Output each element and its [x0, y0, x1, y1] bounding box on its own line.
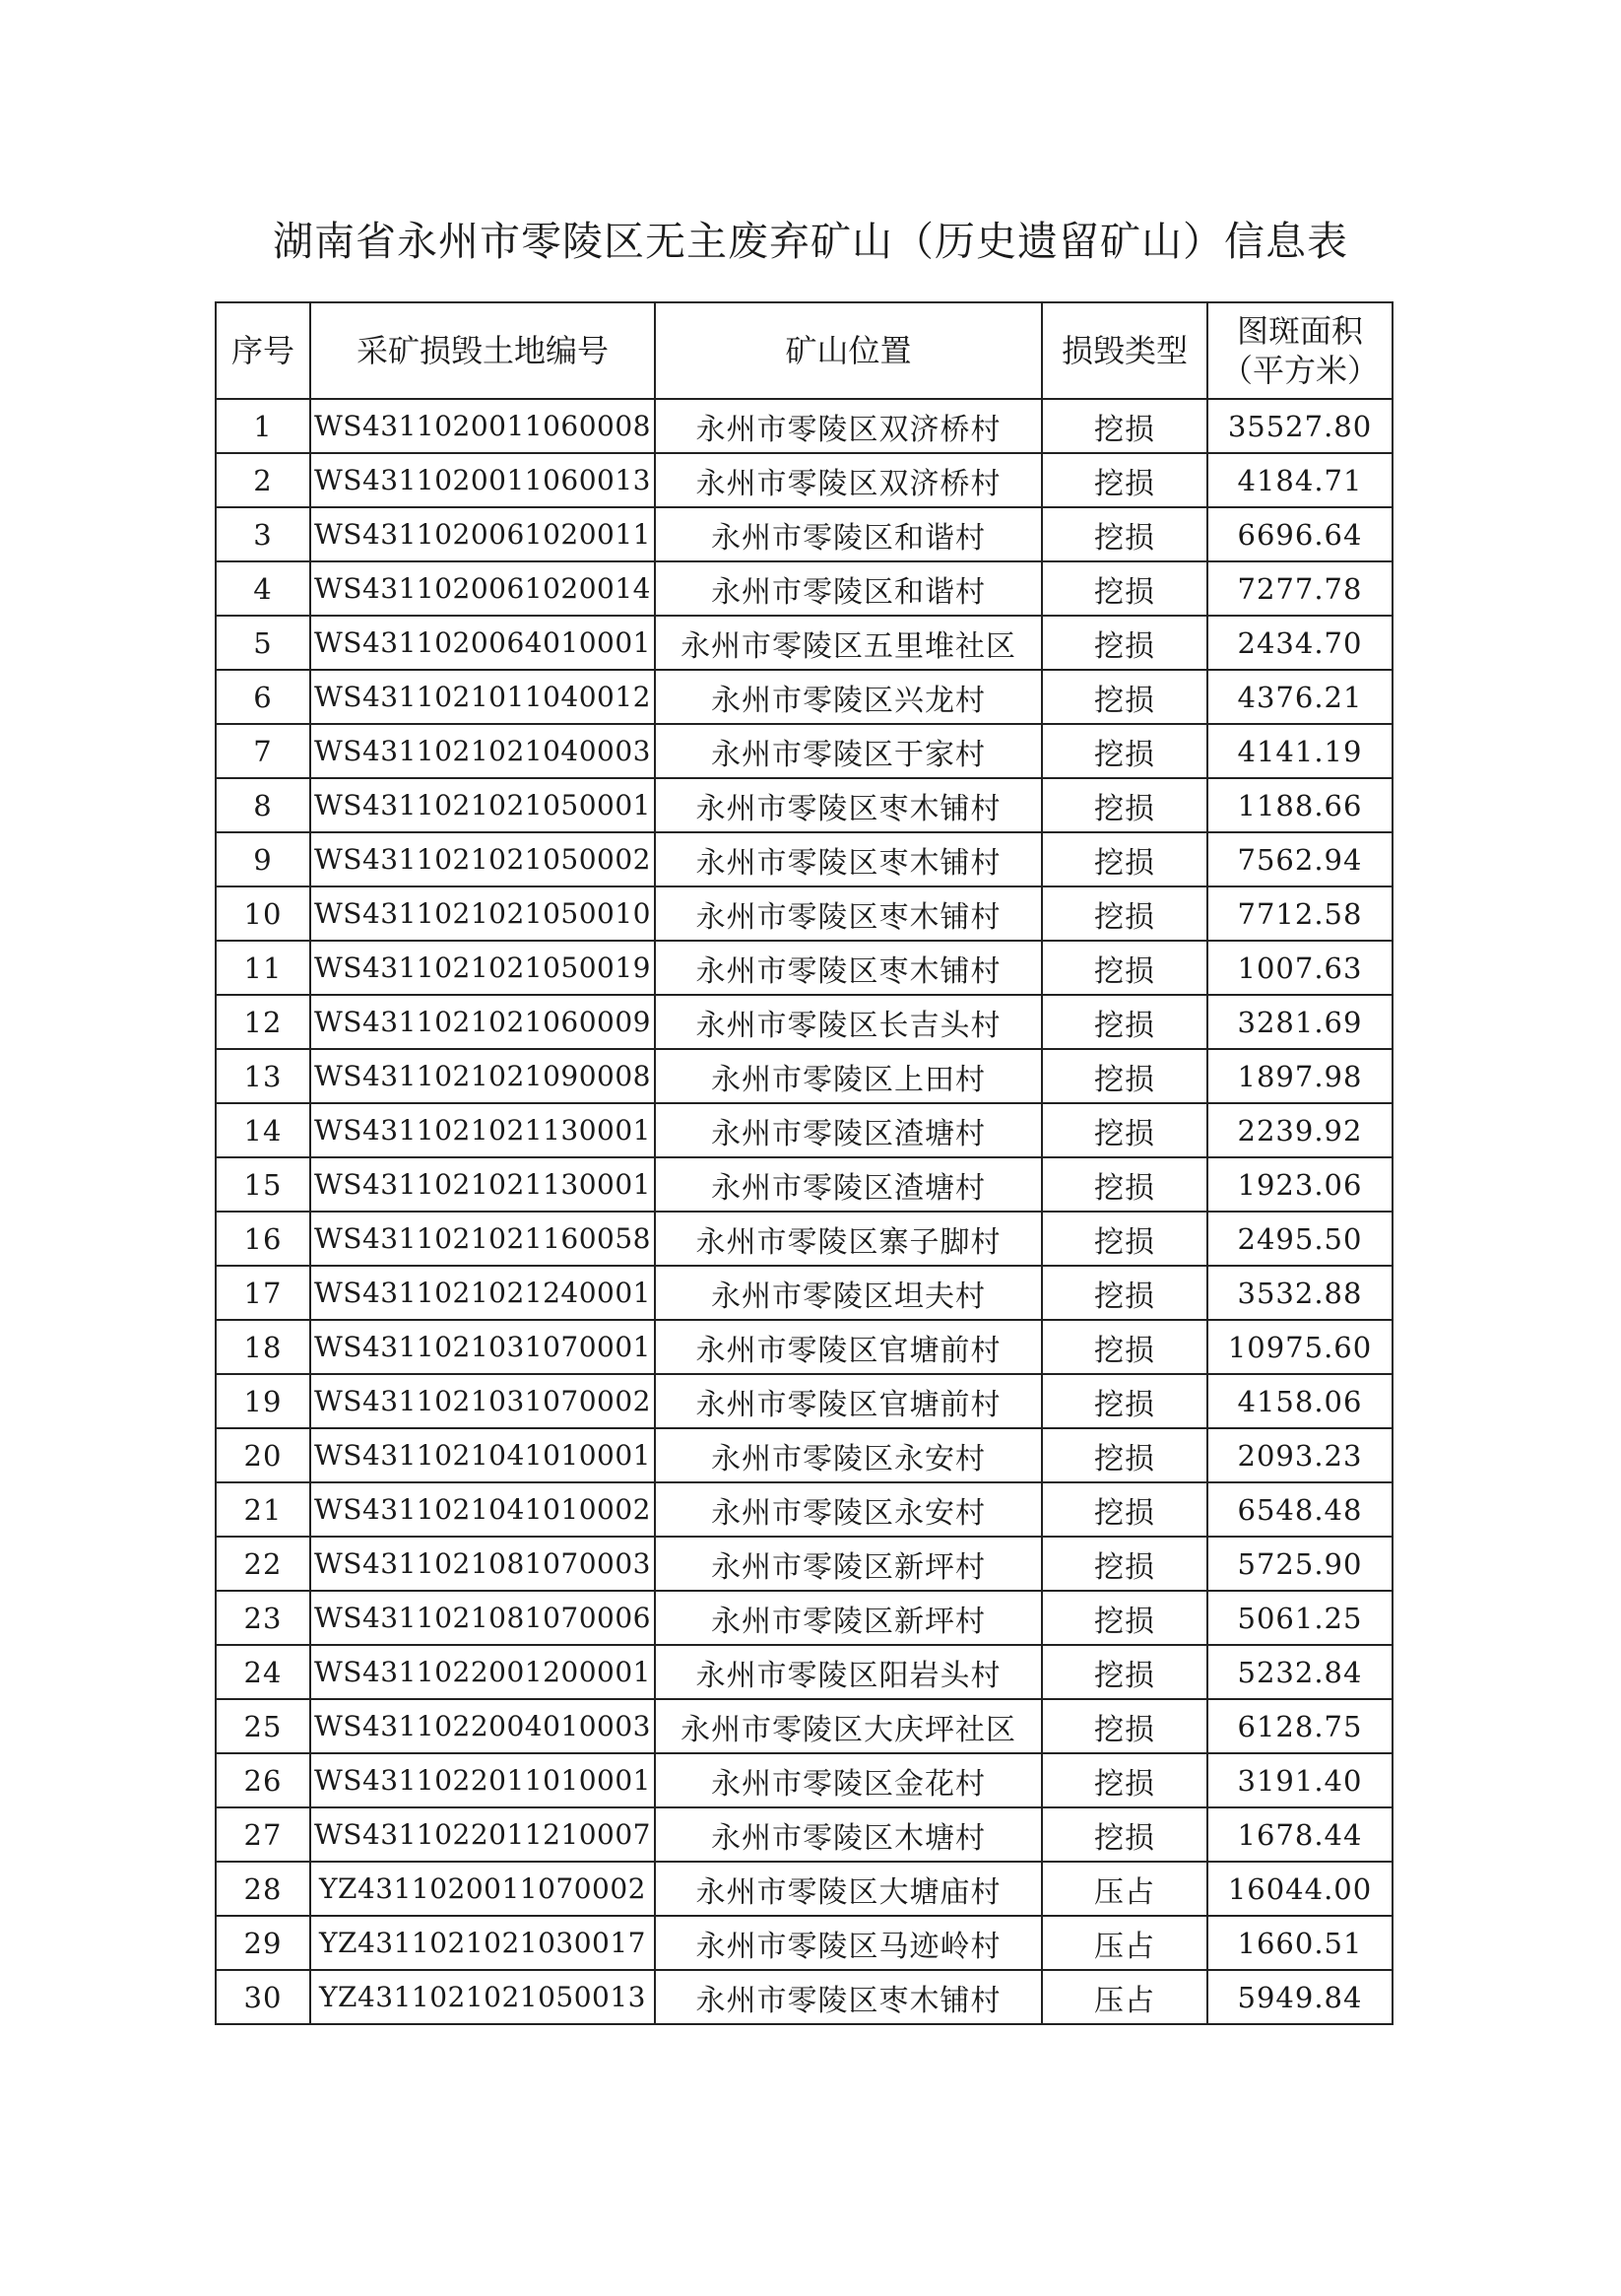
cell-code: WS4311022004010003 — [310, 1699, 655, 1753]
table-row — [216, 616, 1393, 670]
cell-area: 5061.25 — [1207, 1591, 1393, 1645]
cell-index: 6 — [216, 670, 310, 724]
cell-index: 25 — [216, 1699, 310, 1753]
cell-index: 22 — [216, 1537, 310, 1591]
cell-area: 35527.80 — [1207, 399, 1393, 453]
cell-area: 6128.75 — [1207, 1699, 1393, 1753]
cell-damage-type: 挖损 — [1042, 1428, 1207, 1482]
table-row — [216, 1157, 1393, 1212]
table-row — [216, 1049, 1393, 1103]
cell-index: 5 — [216, 616, 310, 670]
cell-damage-type: 挖损 — [1042, 1753, 1207, 1807]
table-row — [216, 1970, 1393, 2024]
cell-code: YZ4311021021030017 — [310, 1916, 655, 1970]
cell-damage-type: 挖损 — [1042, 1157, 1207, 1212]
cell-location: 永州市零陵区渣塘村 — [655, 1157, 1042, 1212]
cell-index: 15 — [216, 1157, 310, 1212]
cell-area: 3191.40 — [1207, 1753, 1393, 1807]
cell-area: 1923.06 — [1207, 1157, 1393, 1212]
cell-location: 永州市零陵区金花村 — [655, 1753, 1042, 1807]
table-row — [216, 1807, 1393, 1862]
cell-damage-type: 挖损 — [1042, 616, 1207, 670]
cell-area: 2434.70 — [1207, 616, 1393, 670]
cell-index: 16 — [216, 1212, 310, 1266]
cell-index: 12 — [216, 995, 310, 1049]
cell-area: 3532.88 — [1207, 1266, 1393, 1320]
cell-damage-type: 挖损 — [1042, 561, 1207, 616]
cell-code: WS4311020061020014 — [310, 561, 655, 616]
cell-location: 永州市零陵区坦夫村 — [655, 1266, 1042, 1320]
cell-location: 永州市零陵区官塘前村 — [655, 1320, 1042, 1374]
cell-location: 永州市零陵区永安村 — [655, 1428, 1042, 1482]
table-row — [216, 1320, 1393, 1374]
cell-code: WS4311021021050010 — [310, 886, 655, 941]
cell-damage-type: 挖损 — [1042, 832, 1207, 886]
cell-area: 4184.71 — [1207, 453, 1393, 507]
cell-index: 2 — [216, 453, 310, 507]
cell-code: WS4311021011040012 — [310, 670, 655, 724]
cell-index: 7 — [216, 724, 310, 778]
table-row — [216, 1266, 1393, 1320]
cell-damage-type: 压占 — [1042, 1970, 1207, 2024]
cell-location: 永州市零陵区上田村 — [655, 1049, 1042, 1103]
cell-area: 1007.63 — [1207, 941, 1393, 995]
cell-code: YZ4311020011070002 — [310, 1862, 655, 1916]
cell-code: WS4311022001200001 — [310, 1645, 655, 1699]
cell-code: WS4311021021090008 — [310, 1049, 655, 1103]
cell-damage-type: 挖损 — [1042, 995, 1207, 1049]
cell-damage-type: 挖损 — [1042, 886, 1207, 941]
cell-damage-type: 挖损 — [1042, 1103, 1207, 1157]
cell-code: WS4311021041010002 — [310, 1482, 655, 1537]
table-row — [216, 1374, 1393, 1428]
cell-area: 1660.51 — [1207, 1916, 1393, 1970]
cell-code: WS4311021031070002 — [310, 1374, 655, 1428]
cell-index: 8 — [216, 778, 310, 832]
cell-location: 永州市零陵区大庆坪社区 — [655, 1699, 1042, 1753]
cell-area: 5232.84 — [1207, 1645, 1393, 1699]
cell-damage-type: 挖损 — [1042, 1320, 1207, 1374]
header-area-line2: （平方米） — [1220, 352, 1379, 389]
cell-code: WS4311021021060009 — [310, 995, 655, 1049]
cell-code: WS4311021031070001 — [310, 1320, 655, 1374]
cell-location: 永州市零陵区大塘庙村 — [655, 1862, 1042, 1916]
cell-area: 5725.90 — [1207, 1537, 1393, 1591]
table-row — [216, 1537, 1393, 1591]
cell-location: 永州市零陵区长吉头村 — [655, 995, 1042, 1049]
cell-location: 永州市零陵区马迹岭村 — [655, 1916, 1042, 1970]
cell-location: 永州市零陵区新坪村 — [655, 1537, 1042, 1591]
cell-location: 永州市零陵区枣木铺村 — [655, 1970, 1042, 2024]
cell-location: 永州市零陵区和谐村 — [655, 561, 1042, 616]
cell-location: 永州市零陵区渣塘村 — [655, 1103, 1042, 1157]
cell-area: 10975.60 — [1207, 1320, 1393, 1374]
cell-index: 26 — [216, 1753, 310, 1807]
cell-area: 1678.44 — [1207, 1807, 1393, 1862]
table-row — [216, 507, 1393, 561]
cell-location: 永州市零陵区双济桥村 — [655, 399, 1042, 453]
table-row — [216, 1482, 1393, 1537]
cell-area: 1188.66 — [1207, 778, 1393, 832]
cell-code: WS4311021021130001 — [310, 1103, 655, 1157]
table-row — [216, 832, 1393, 886]
table-row — [216, 1103, 1393, 1157]
cell-index: 29 — [216, 1916, 310, 1970]
table-row — [216, 1591, 1393, 1645]
cell-code: WS4311020061020011 — [310, 507, 655, 561]
cell-location: 永州市零陵区枣木铺村 — [655, 941, 1042, 995]
table-row — [216, 453, 1393, 507]
cell-code: WS4311020064010001 — [310, 616, 655, 670]
cell-code: WS4311020011060008 — [310, 399, 655, 453]
cell-area: 7277.78 — [1207, 561, 1393, 616]
cell-damage-type: 挖损 — [1042, 1645, 1207, 1699]
cell-area: 16044.00 — [1207, 1862, 1393, 1916]
cell-damage-type: 挖损 — [1042, 941, 1207, 995]
cell-location: 永州市零陵区五里堆社区 — [655, 616, 1042, 670]
cell-index: 27 — [216, 1807, 310, 1862]
table-row — [216, 1753, 1393, 1807]
cell-code: WS4311021021130001 — [310, 1157, 655, 1212]
cell-damage-type: 挖损 — [1042, 453, 1207, 507]
table-row — [216, 1699, 1393, 1753]
cell-index: 30 — [216, 1970, 310, 2024]
cell-code: WS4311022011210007 — [310, 1807, 655, 1862]
table-row — [216, 1916, 1393, 1970]
table-row — [216, 941, 1393, 995]
header-area-line1: 图斑面积 — [1236, 312, 1363, 350]
cell-damage-type: 压占 — [1042, 1916, 1207, 1970]
cell-code: WS4311021021050019 — [310, 941, 655, 995]
cell-damage-type: 压占 — [1042, 1862, 1207, 1916]
cell-damage-type: 挖损 — [1042, 1591, 1207, 1645]
cell-index: 14 — [216, 1103, 310, 1157]
header-area — [1207, 302, 1393, 399]
cell-index: 4 — [216, 561, 310, 616]
cell-damage-type: 挖损 — [1042, 1482, 1207, 1537]
table-header-row — [216, 302, 1393, 399]
cell-damage-type: 挖损 — [1042, 507, 1207, 561]
cell-location: 永州市零陵区木塘村 — [655, 1807, 1042, 1862]
cell-area: 7712.58 — [1207, 886, 1393, 941]
cell-location: 永州市零陵区于家村 — [655, 724, 1042, 778]
table-row — [216, 561, 1393, 616]
header-index: 序号 — [216, 302, 310, 399]
cell-code: WS4311020011060013 — [310, 453, 655, 507]
cell-area: 2093.23 — [1207, 1428, 1393, 1482]
cell-area: 3281.69 — [1207, 995, 1393, 1049]
cell-code: WS4311021081070006 — [310, 1591, 655, 1645]
cell-damage-type: 挖损 — [1042, 1266, 1207, 1320]
cell-code: WS4311021081070003 — [310, 1537, 655, 1591]
cell-location: 永州市零陵区永安村 — [655, 1482, 1042, 1537]
cell-index: 13 — [216, 1049, 310, 1103]
cell-area: 2495.50 — [1207, 1212, 1393, 1266]
cell-area: 2239.92 — [1207, 1103, 1393, 1157]
header-location: 矿山位置 — [655, 302, 1042, 399]
cell-index: 9 — [216, 832, 310, 886]
cell-damage-type: 挖损 — [1042, 1537, 1207, 1591]
cell-location: 永州市零陵区新坪村 — [655, 1591, 1042, 1645]
cell-index: 11 — [216, 941, 310, 995]
cell-location: 永州市零陵区枣木铺村 — [655, 778, 1042, 832]
cell-index: 21 — [216, 1482, 310, 1537]
cell-index: 18 — [216, 1320, 310, 1374]
cell-area: 7562.94 — [1207, 832, 1393, 886]
cell-area: 6696.64 — [1207, 507, 1393, 561]
cell-damage-type: 挖损 — [1042, 670, 1207, 724]
cell-location: 永州市零陵区官塘前村 — [655, 1374, 1042, 1428]
cell-code: WS4311021021160058 — [310, 1212, 655, 1266]
cell-location: 永州市零陵区兴龙村 — [655, 670, 1042, 724]
cell-damage-type: 挖损 — [1042, 724, 1207, 778]
cell-location: 永州市零陵区寨子脚村 — [655, 1212, 1042, 1266]
cell-area: 4158.06 — [1207, 1374, 1393, 1428]
cell-damage-type: 挖损 — [1042, 1212, 1207, 1266]
cell-code: WS4311022011010001 — [310, 1753, 655, 1807]
cell-index: 1 — [216, 399, 310, 453]
header-damage-type: 损毁类型 — [1042, 302, 1207, 399]
cell-code: WS4311021041010001 — [310, 1428, 655, 1482]
cell-damage-type: 挖损 — [1042, 399, 1207, 453]
cell-location: 永州市零陵区枣木铺村 — [655, 832, 1042, 886]
table-row — [216, 1645, 1393, 1699]
cell-damage-type: 挖损 — [1042, 1374, 1207, 1428]
table-row — [216, 1212, 1393, 1266]
cell-index: 23 — [216, 1591, 310, 1645]
table-row — [216, 724, 1393, 778]
header-code: 采矿损毁土地编号 — [310, 302, 655, 399]
cell-damage-type: 挖损 — [1042, 1699, 1207, 1753]
cell-index: 19 — [216, 1374, 310, 1428]
cell-area: 1897.98 — [1207, 1049, 1393, 1103]
cell-damage-type: 挖损 — [1042, 1807, 1207, 1862]
cell-location: 永州市零陵区枣木铺村 — [655, 886, 1042, 941]
table-row — [216, 886, 1393, 941]
table-row — [216, 1862, 1393, 1916]
table-body — [216, 399, 1393, 2024]
cell-damage-type: 挖损 — [1042, 1049, 1207, 1103]
table-row — [216, 1428, 1393, 1482]
cell-damage-type: 挖损 — [1042, 778, 1207, 832]
cell-index: 17 — [216, 1266, 310, 1320]
cell-index: 24 — [216, 1645, 310, 1699]
cell-area: 5949.84 — [1207, 1970, 1393, 2024]
cell-index: 3 — [216, 507, 310, 561]
cell-code: WS4311021021240001 — [310, 1266, 655, 1320]
cell-index: 28 — [216, 1862, 310, 1916]
cell-code: WS4311021021040003 — [310, 724, 655, 778]
cell-code: YZ4311021021050013 — [310, 1970, 655, 2024]
cell-index: 20 — [216, 1428, 310, 1482]
table-row — [216, 995, 1393, 1049]
cell-location: 永州市零陵区双济桥村 — [655, 453, 1042, 507]
cell-area: 4141.19 — [1207, 724, 1393, 778]
table-row — [216, 778, 1393, 832]
table-row — [216, 670, 1393, 724]
cell-location: 永州市零陵区阳岩头村 — [655, 1645, 1042, 1699]
cell-index: 10 — [216, 886, 310, 941]
cell-location: 永州市零陵区和谐村 — [655, 507, 1042, 561]
table-row — [216, 399, 1393, 453]
cell-code: WS4311021021050001 — [310, 778, 655, 832]
cell-code: WS4311021021050002 — [310, 832, 655, 886]
mine-info-table — [215, 301, 1394, 2025]
cell-area: 6548.48 — [1207, 1482, 1393, 1537]
page-title: 湖南省永州市零陵区无主废弃矿山（历史遗留矿山）信息表 — [273, 218, 1348, 265]
cell-area: 4376.21 — [1207, 670, 1393, 724]
